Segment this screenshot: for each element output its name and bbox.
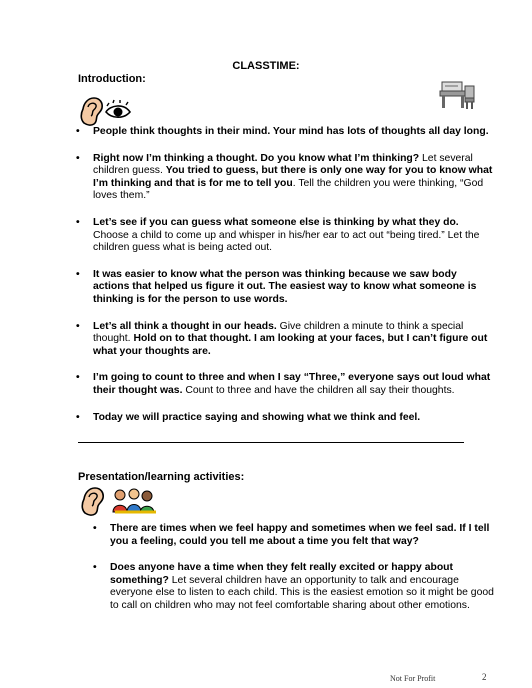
list-item: • Let’s all think a thought in our heads. Give children a minute to think a special thought. Hold on to that thought. I am looking at your faces, but I can’t figure out what your thoughts are. (76, 320, 488, 357)
page-number: 2 (482, 672, 487, 682)
list-item: • There are times when we feel happy and sometimes when we feel sad. If I tell you a feeling, could you tell me about a time you felt that way? (93, 523, 490, 547)
activities-icon-group (80, 486, 162, 521)
list-item: • It was easier to know what the person was thinking because we saw body actions that helped us figure it out. The easiest way to know what someone is thinking is for the person to use words. (76, 268, 477, 305)
list-item: • People think thoughts in their mind. Your mind has lots of thoughts all day long. (76, 126, 489, 137)
section-divider (78, 442, 464, 443)
activities-heading: Presentation/learning activities: (78, 471, 245, 483)
ear-icon (82, 488, 103, 515)
list-item: • Does anyone have a time when they felt really excited or happy about something? Let several children have an opportunity to talk and encourage everyone else to listen to each child. This is the easiest emotion so it might be good to call on children who may not feel comfortable sharing about other emotions. (93, 562, 494, 611)
children-group-icon (113, 489, 156, 513)
page-title: CLASSTIME: (232, 60, 300, 72)
ear-icon (78, 95, 132, 127)
list-item: • Right now I’m thinking a thought. Do you know what I’m thinking? Let several children guess. You tried to guess, but there is only one way for you to know what I’m thinking and that is for me to tell you. Tell the children you were thinking, “God loves them.” (76, 152, 493, 202)
intro-heading: Introduction: (78, 73, 146, 85)
list-item: • I’m going to count to three and when I say “Three,” everyone says out loud what their thought was. Count to three and have the children all say their thoughts. (76, 372, 491, 396)
eye-icon (106, 100, 130, 117)
list-item: • Today we will practice saying and showing what we think and feel. (76, 411, 421, 423)
footer-text: Not For Profit (390, 674, 436, 683)
classroom-desk-icon (438, 78, 476, 115)
list-item: • Let’s see if you can guess what someone else is thinking by what they do. Choose a child to come up and whisper in his/her ear to act out “being tired.” Let the children guess what is being acted out. (76, 216, 480, 254)
intro-bullet-list (76, 126, 493, 438)
activity-bullet-list (93, 523, 494, 627)
